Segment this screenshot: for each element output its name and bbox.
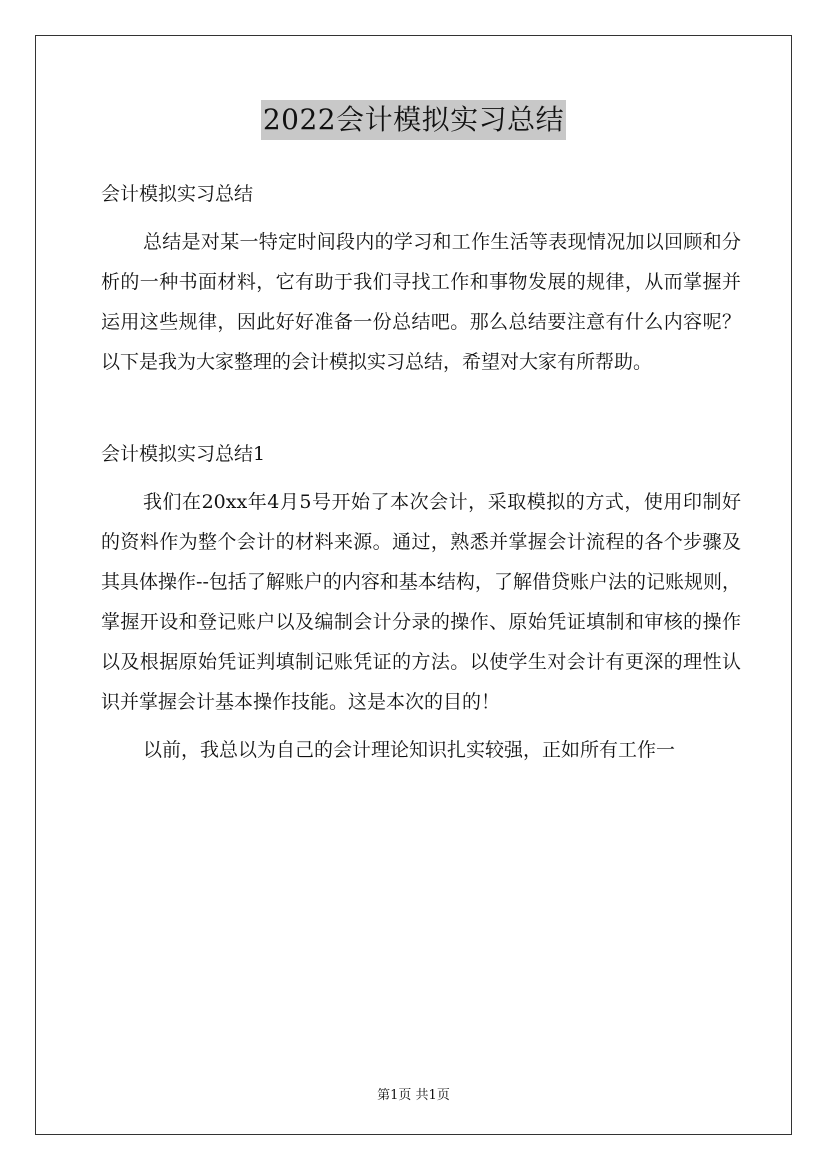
title-container [0,100,827,140]
page-footer: 第1页 共1页 [377,1088,450,1103]
body-paragraph: 我们在20xx年4月5号开始了本次会计，采取模拟的方式，使用印制好的资料作为整个会计的材料来源。通过，熟悉并掌握会计流程的各个步骤及其具体操作--包括了解账户的内容和基本结构，了解借贷账户法的记账规则，掌握开设和登记账户以及编制会计分录的操作、原始凭证填制和审核的操作以及根据原始凭证判填制记账凭证的方法。以使学生对会计有更深的理性认识并掌握会计基本操作技能。这是本次的目的！ [101,491,741,713]
document-body [101,174,741,770]
section-heading: 会计模拟实习总结1 [101,443,266,465]
body-paragraph: 以前，我总以为自己的会计理论知识扎实较强，正如所有工作一 [143,739,676,761]
intro-paragraph: 总结是对某一特定时间段内的学习和工作生活等表现情况加以回顾和分析的一种书面材料，它有助于我们寻找工作和事物发展的规律，从而掌握并运用这些规律，因此好好准备一份总结吧。那么总结要注意有什么内容呢？以下是我为大家整理的会计模拟实习总结，希望对大家有所帮助。 [101,231,741,373]
document-title: 2022会计模拟实习总结 [261,100,566,140]
document-subtitle: 会计模拟实习总结 [101,183,254,205]
